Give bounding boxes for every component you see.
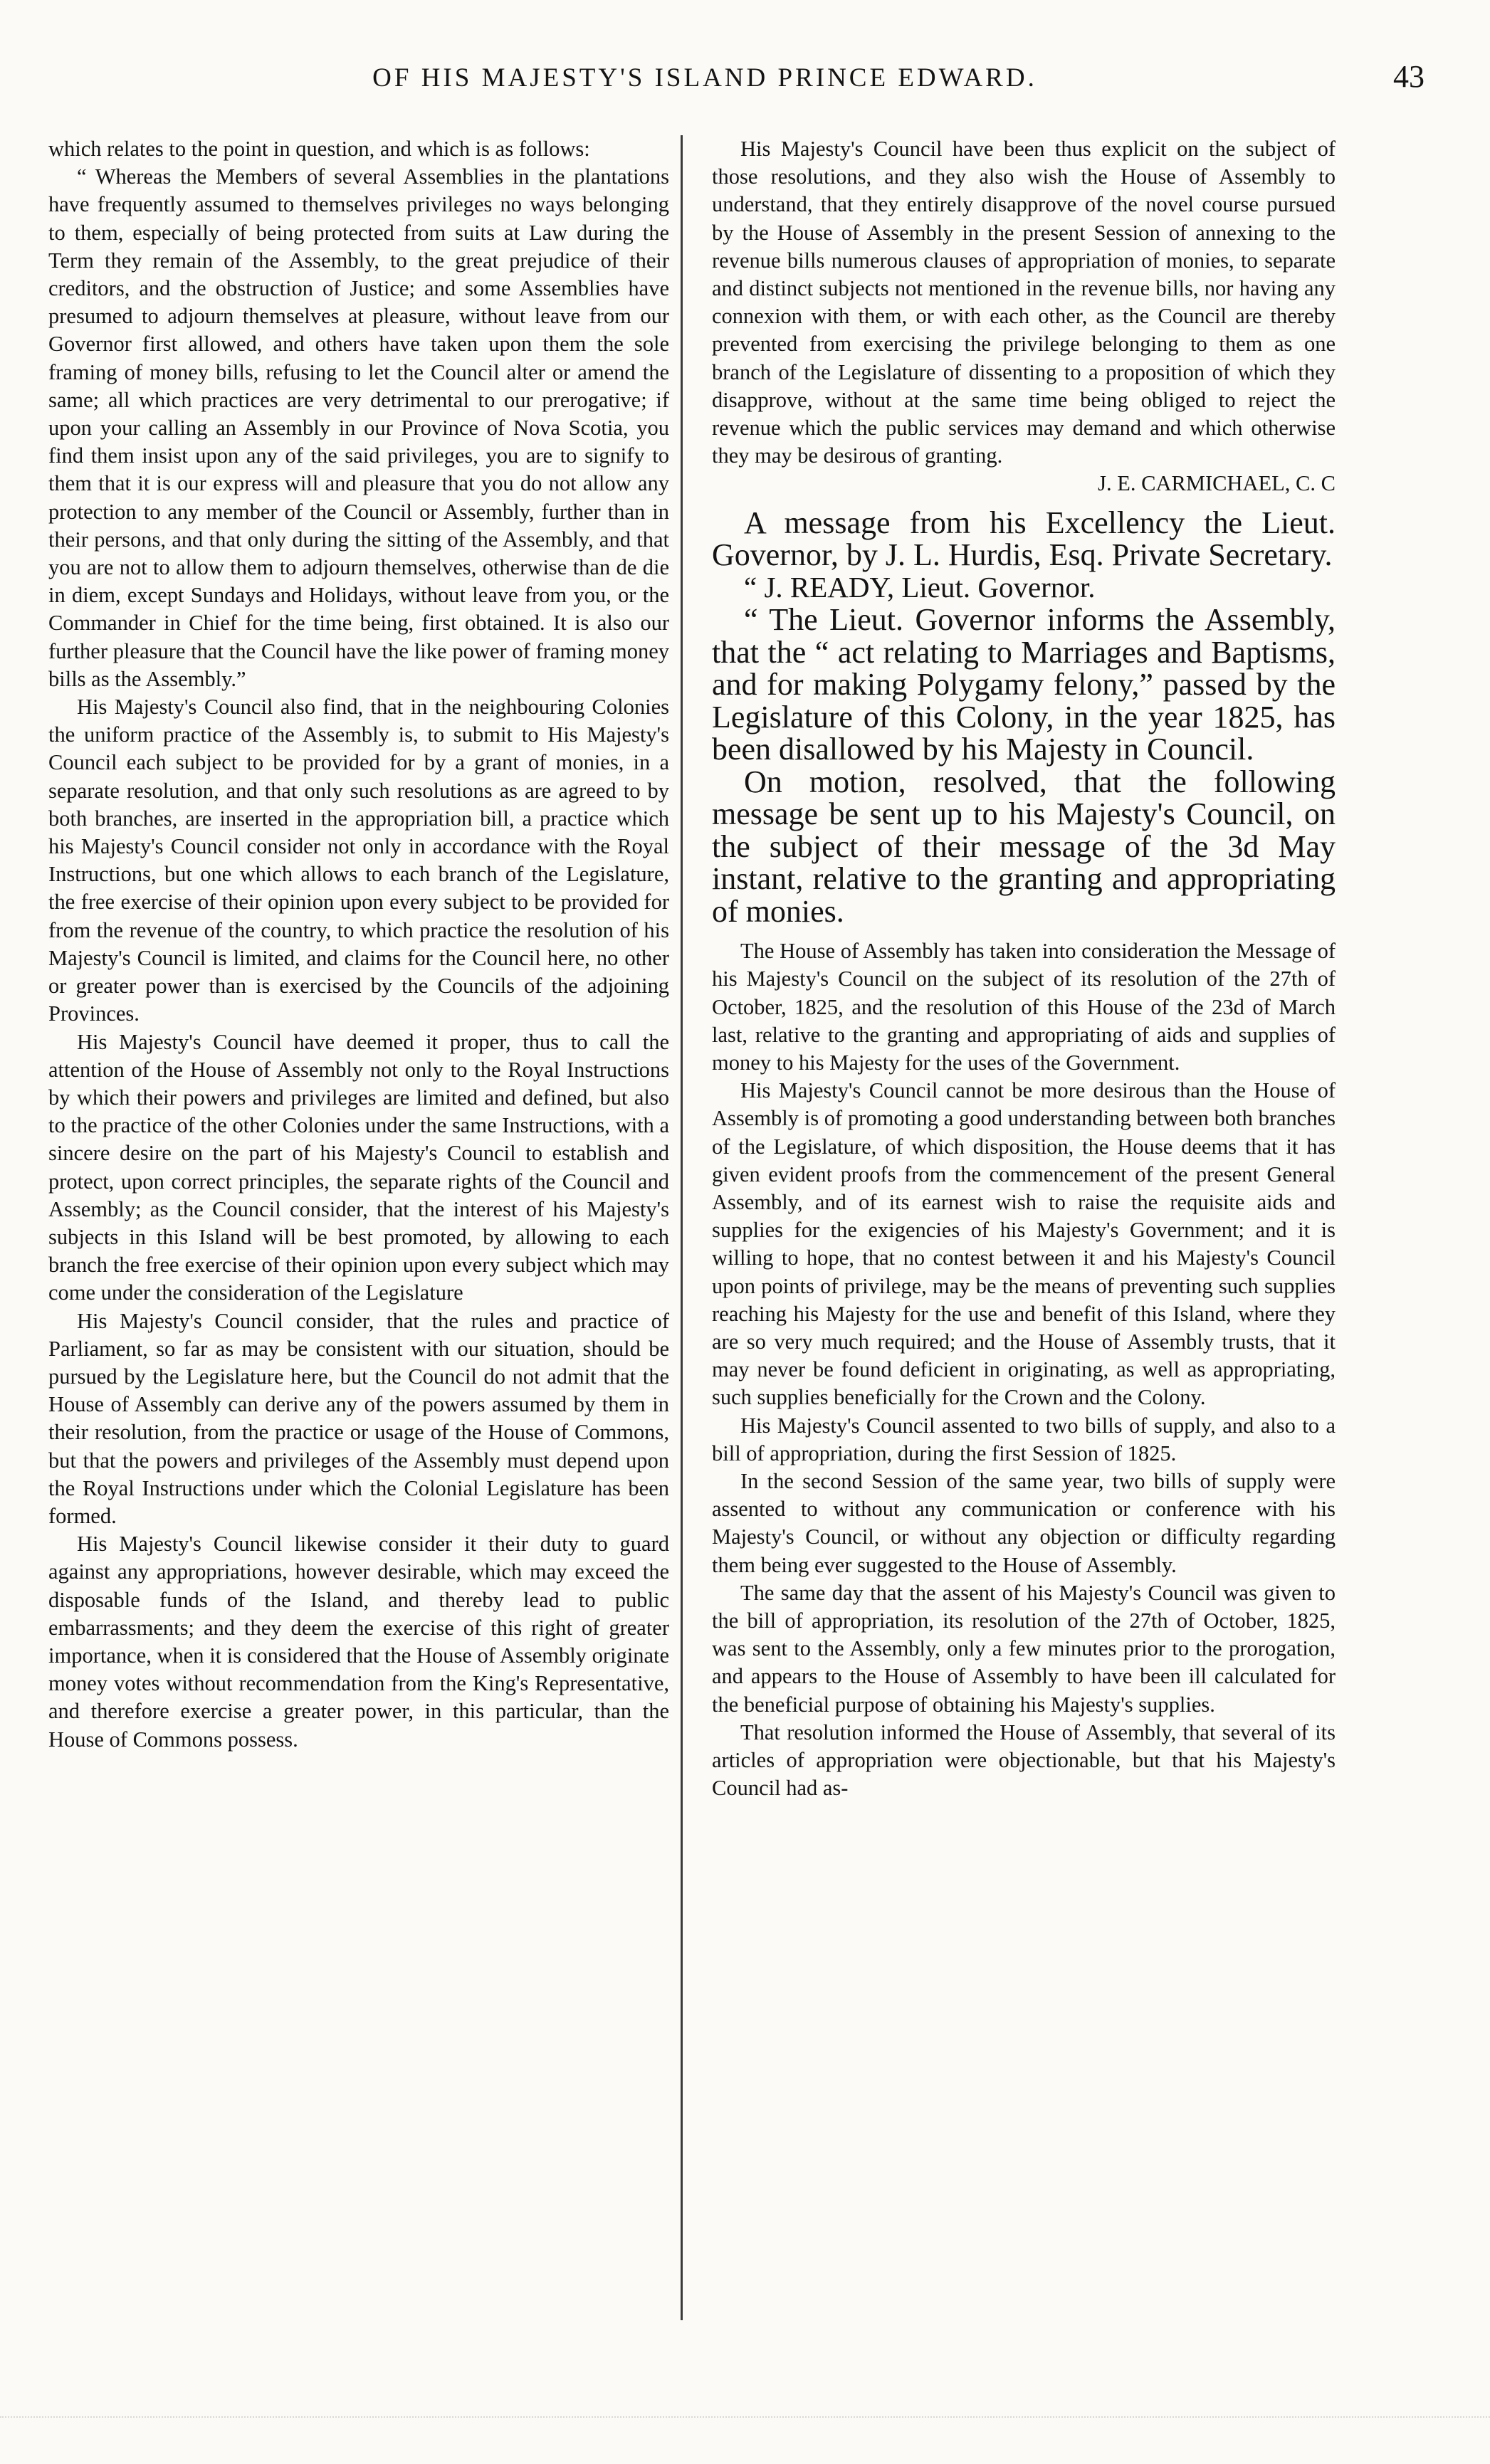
right-column [712,135,1336,1802]
left-column [48,135,669,1754]
message-body: “ The Lieut. Governor informs the Assembly, that the “ act relating to Marriages and Baptisms, and for making Polygamy felony,” passed by the Legislature of this Colony, in the year 1825, has been disallowed by his Majesty in Council. [712,602,1336,767]
paragraph: That resolution informed the House of Assembly, that several of its articles of appropriation were objectionable, but that his Majesty's Council had as- [712,1720,1336,1801]
scan-edge [0,2416,1490,2446]
paragraph: which relates to the point in question, and which is as follows: [48,137,590,161]
paragraph: His Majesty's Council also find, that in the neighbouring Colonies the uniform practice of the Assembly is, to submit to His Majesty's Council each subject to be provided for by a grant of monies, in a separate resolution, and that only such resolutions as are agreed to by both branches, are inserted in the appropriation bill, a practice which his Majesty's Council consider not only in accordance with the Royal Instructions, but one which allows to each branch of the Legislature, the free exercise of their opinion upon every subject to be provided for from the revenue of the country, to which practice the resolution of his Majesty's Council is limited, and claims for the Council here, no other or greater power than is exercised by the Councils of the adjoining Provinces. [48,695,669,1026]
column-divider [681,135,683,2320]
paragraph: His Majesty's Council have been thus explicit on the subject of those resolutions, and they also wish the House of Assembly to understand, that they entirely disapprove of the novel course pursued by the House of Assembly in the present Session of annexing to the revenue bills numerous clauses of appropriation of monies, to separate and distinct subjects not mentioned in the revenue bills, nor having any connexion with them, or with each other, as the Council are thereby prevented from exercising the privilege belonging to them as one branch of the Legislature of dissenting to a proposition of which they disapprove, without at the same time being obliged to reject the revenue which the public services may demand and which otherwise they may be desirous of granting. [712,137,1336,468]
paragraph: His Majesty's Council consider, that the rules and practice of Parliament, so far as may be consistent with our situation, should be pursued by the Legislature here, but the Council do not admit that the House of Assembly can derive any of the powers assumed by them in their resolution, from the practice or usage of the House of Commons, but that the powers and privileges of the Assembly must depend upon the Royal Instructions under which the Colonial Legislature has been formed. [48,1308,669,1528]
page-number: 43 [1393,59,1425,94]
paragraph: His Majesty's Council cannot be more desirous than the House of Assembly is of promoting a good understanding between both branches of the Legislature, of which disposition, the House deems that it has given evident proofs from the commencement of the present General Assembly, and of its earnest wish to raise the requisite aids and supplies for the exigencies of his Majesty's Government; and it is willing to hope, that no contest between it and his Majesty's Council upon points of privilege, may be the means of preventing such supplies reaching his Majesty for the use and benefit of this Island, where they are so very much required; and the House of Assembly trusts, that it may never be found deficient in originating, as well as appropriating, such supplies beneficially for the Crown and the Colony. [712,1078,1336,1410]
paragraph: His Majesty's Council likewise consider it their duty to guard against any appropriations, however desirable, which may exceed the disposable funds of the Island, and thereby lead to public embarrassments; and they deem the exercise of this right of greater importance, when it is considered that the House of Assembly originate money votes without recommendation from the King's Representative, and therefore exercise a greater power, in this particular, than the House of Commons possess. [48,1532,669,1752]
message-intro: A message from his Excellency the Lieut. Governor, by J. L. Hurdis, Esq. Private Secretary. [712,505,1336,573]
council-signature: J. E. CARMICHAEL, C. C [1098,471,1336,496]
royal-instruction-quote: “ Whereas the Members of several Assemblies in the plantations have frequently assumed to themselves privileges no ways belonging to them, especially of being protected from suits at Law during the Term they remain of the Assembly, to the great prejudice of their creditors, and the obstruction of Justice; and some Assemblies have presumed to adjourn themselves at pleasure, without leave from our Governor first allowed, and others have taken upon them the sole framing of money bills, refusing to let the Council alter or amend the same; all which practices are very detrimental to our prerogative; if upon your calling an Assembly in our Province of Nova Scotia, you find them insist upon any of the said privileges, you are to signify to them that it is our express will and pleasure that you do not allow any protection to any member of the Council or Assembly, further than in their persons, and that only during the sitting of the Assembly, and that you are not to allow them to adjourn themselves, otherwise than de die in diem, except Sundays and Holidays, without leave from you, or the Commander in Chief for the time being, first obtained. It is also our further pleasure that the Council have the like power of framing money bills as the Assembly.” [48,164,669,691]
paragraph: The House of Assembly has taken into consideration the Message of his Majesty's Council on the subject of its resolution of the 27th of October, 1825, and the resolution of this House of the 23d of March last, relative to the granting and appropriating of aids and supplies of money to his Majesty for the uses of the Government. [712,939,1336,1075]
running-head [0,59,1490,105]
page-title: OF HIS MAJESTY'S ISLAND PRINCE EDWARD. [372,63,1037,93]
paragraph: His Majesty's Council have deemed it proper, thus to call the attention of the House of Assembly not only to the Royal Instructions by which their powers and privileges are limited and defined, but also to the practice of the other Colonies under the same Instructions, with a sincere desire on the part of his Majesty's Council to establish and protect, upon correct principles, the separate rights of the Council and Assembly; as the Council consider, that the interest of his Majesty's subjects in this Island will be best promoted, by allowing to each branch the free exercise of their opinion upon every subject which may come under the consideration of the Legislature [48,1029,669,1305]
message-block [712,507,1336,928]
paragraph: In the second Session of the same year, two bills of supply were assented to without any communication or conference with his Majesty's Council, or without any objection or difficulty regarding them being ever suggested to the House of Assembly. [712,1469,1336,1577]
paragraph: His Majesty's Council assented to two bills of supply, and also to a bill of appropriation, during the first Session of 1825. [712,1413,1336,1465]
message-heading: “ J. READY, Lieut. Governor. [744,570,1096,604]
motion-resolution: On motion, resolved, that the following message be sent up to his Majesty's Council, on the subject of their message of the 3d May instant, relative to the granting and appropriating of monies. [712,764,1336,929]
paragraph: The same day that the assent of his Majesty's Council was given to the bill of appropriation, its resolution of the 27th of October, 1825, was sent to the Assembly, only a few minutes prior to the prorogation, and appears to the House of Assembly to have been ill calculated for the beneficial purpose of obtaining his Majesty's supplies. [712,1580,1336,1717]
